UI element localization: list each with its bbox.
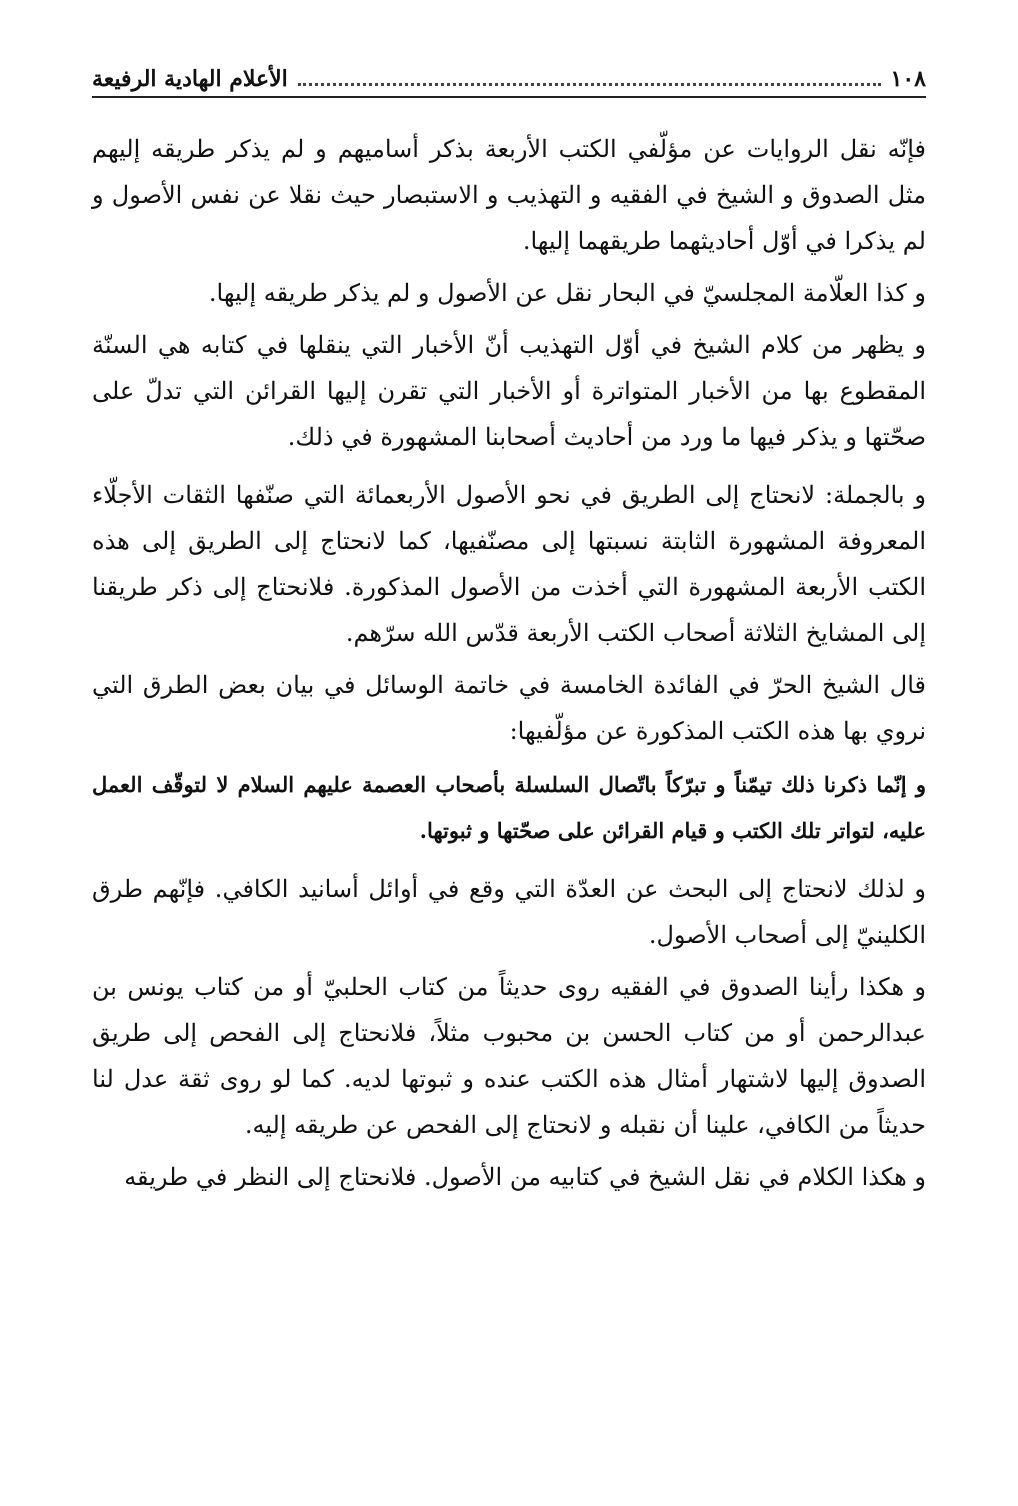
paragraph: و بالجملة: لانحتاج إلى الطريق في نحو الأصول الأربعمائة التي صنّفها الثقات الأجلّاء المعروفة المشهورة الثابتة نسبتها إلى مصنّفيها، كما لانحتاج إلى الطريق إلى هذه الكتب الأربعة المشهورة التي أخذت من الأصول المذكورة. فلانحتاج إلى ذكر طريقنا إلى المشايخ الثلاثة أصحاب الكتب الأربعة قدّس الله سرّهم. xyxy=(92,481,926,647)
paragraph: و هكذا الكلام في نقل الشيخ في كتابيه من الأصول. فلانحتاج إلى النظر في طريقه xyxy=(124,1163,926,1191)
paragraph: و كذا العلّامة المجلسيّ في البحار نقل عن الأصول و لم يذكر طريقه إليها. xyxy=(208,279,926,307)
paragraph: و لذلك لانحتاج إلى البحث عن العدّة التي وقع في أوائل أسانيد الكافي. فإنّهم طرق الكلينيّ إلى أصحاب الأصول. xyxy=(92,875,926,949)
page-header xyxy=(92,52,926,98)
running-title: الأعلام الهادية الرفيعة xyxy=(92,66,288,92)
quoted-paragraph: و إنّما ذكرنا ذلك تيمّناً و تبرّكاً باتّصال السلسلة بأصحاب العصمة عليهم السلام لا لتوقّف العمل عليه، لتواتر تلك الكتب و قيام القرائن على صحّتها و ثبوتها. xyxy=(92,772,926,843)
page-number: ١٠٨ xyxy=(890,66,926,92)
body-text xyxy=(92,126,926,1206)
paragraph: و هكذا رأينا الصدوق في الفقيه روى حديثاً من كتاب الحلبيّ أو من كتاب يونس بن عبدالرحمن أو من كتاب الحسن بن محبوب مثلاً، فلانحتاج إلى الفحص إلى طريق الصدوق إليها لاشتهار أمثال هذه الكتب عنده و ثبوتها لديه. كما لو روى ثقة عدل لنا حديثاً من الكافي، علينا أن نقبله و لانحتاج إلى الفحص عن طريقه إليه. xyxy=(92,973,926,1139)
paragraph: و يظهر من كلام الشيخ في أوّل التهذيب أنّ الأخبار التي ينقلها في كتابه هي السنّة المقطوع بها من الأخبار المتواترة أو الأخبار التي تقرن إليها القرائن التي تدلّ على صحّتها و يذكر فيها ما ورد من أحاديث أصحابنا المشهورة في ذلك. xyxy=(92,331,926,451)
paragraph: فإنّه نقل الروايات عن مؤلّفي الكتب الأربعة بذكر أساميهم و لم يذكر طريقه إليهم مثل الصدوق و الشيخ في الفقيه و التهذيب و الاستبصار حيث نقلا عن نفس الأصول و لم يذكرا في أوّل أحاديثهما طريقهما إليها. xyxy=(92,135,926,255)
header-dot-leader xyxy=(298,82,881,86)
paragraph: قال الشيخ الحرّ في الفائدة الخامسة في خاتمة الوسائل في بيان بعض الطرق التي نروي بها هذه الكتب المذكورة عن مؤلّفيها: xyxy=(92,671,927,745)
